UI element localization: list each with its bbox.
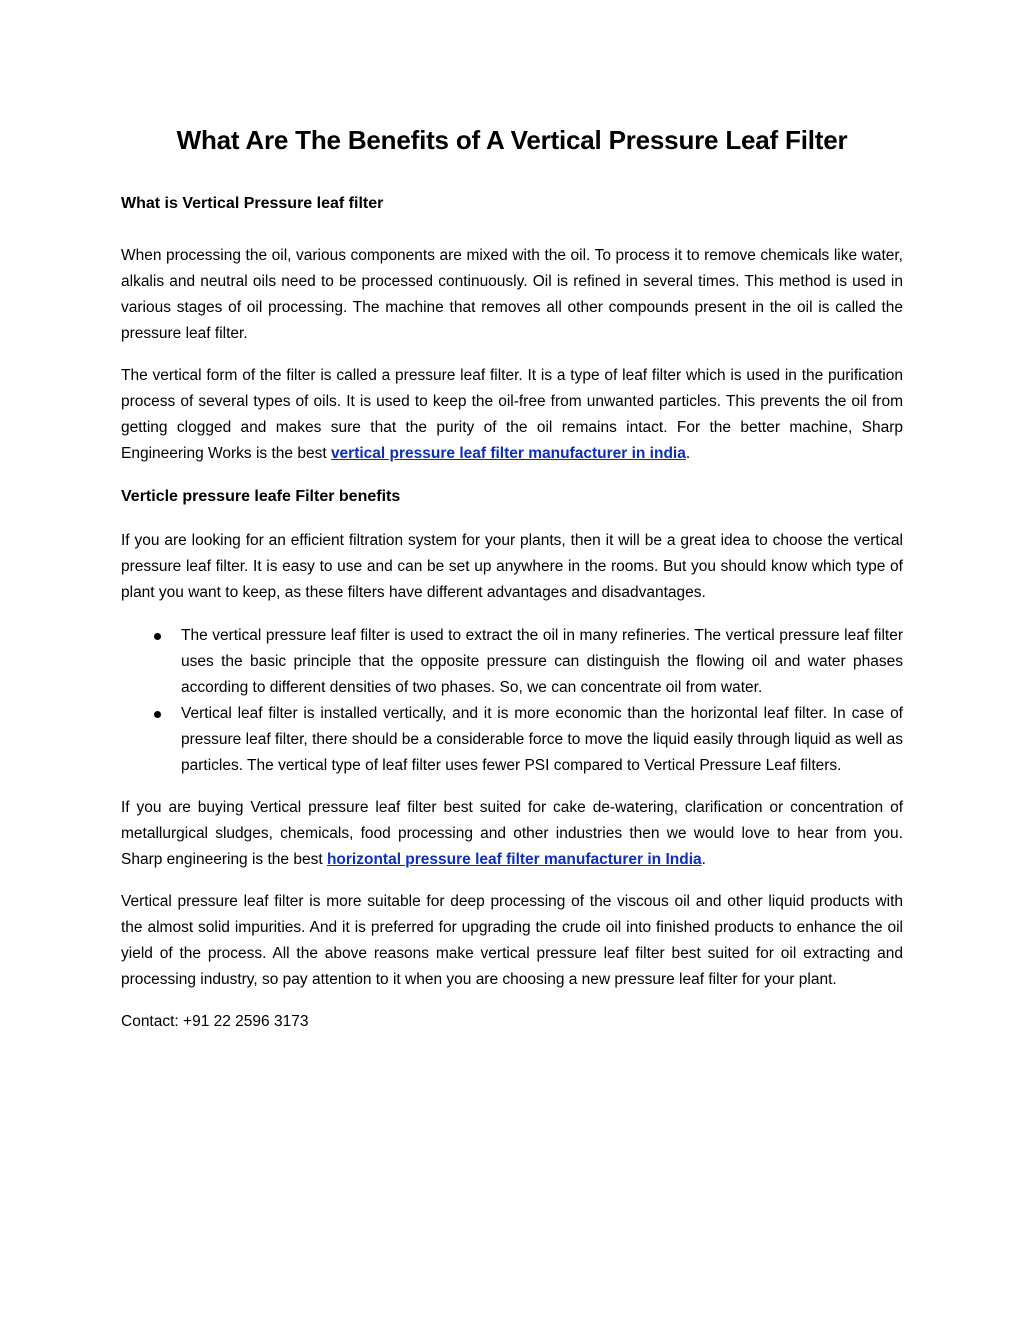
list-item (121, 701, 903, 779)
bullet-icon (154, 711, 161, 718)
horizontal-filter-manufacturer-link[interactable]: horizontal pressure leaf filter manufacturer in India (326, 851, 702, 868)
section-heading-what-is: What is Vertical Pressure leaf filter (121, 195, 384, 212)
paragraph-text-end: . (685, 445, 691, 462)
bullet-icon (154, 633, 161, 640)
list-item-text: Vertical leaf filter is installed vertically, and it is more economic than the horizontal leaf filter. In case of pressure leaf filter, there should be a considerable force to move the liquid easily through liquid as well as particles. The vertical type of leaf filter uses fewer PSI compared to Vertical Pressure Leaf filters. (181, 705, 903, 774)
contact-info: Contact: +91 22 2596 3173 (121, 1013, 309, 1030)
section-heading-benefits: Verticle pressure leafe Filter benefits (121, 488, 401, 505)
list-item-text: The vertical pressure leaf filter is used to extract the oil in many refineries. The vertical pressure leaf filter uses the basic principle that the opposite pressure can distinguish the flowing oil and water phases according to different densities of two phases. So, we can concentrate oil from water. (181, 627, 903, 696)
paragraph-text-end: . (701, 851, 706, 868)
vertical-filter-manufacturer-link[interactable]: vertical pressure leaf filter manufacturer in india (330, 445, 686, 462)
benefits-list (121, 623, 903, 779)
paragraph-text: If you are buying Vertical pressure leaf filter best suited for cake de-watering, clarification or concentration of metallurgical sludges, chemicals, food processing and other industries then we would love to hear from you. Sharp engineering is the best (121, 799, 903, 868)
paragraph-intro: When processing the oil, various components are mixed with the oil. To process it to remove chemicals like water, alkalis and neutral oils need to be processed continuously. Oil is refined in several times. This method is used in various stages of oil processing. The machine that removes all other compounds present in the oil is called the pressure leaf filter. (121, 247, 903, 342)
page-title: What Are The Benefits of A Vertical Pressure Leaf Filter (176, 125, 848, 155)
paragraph-text: The vertical form of the filter is called a pressure leaf filter. It is a type of leaf filter which is used in the purification process of several types of oils. It is used to keep the oil-free from unwanted particles. This prevents the oil from getting clogged and makes sure that the purity of the oil remains intact. For the better machine, Sharp Engineering Works is the best (121, 367, 903, 462)
list-item (121, 623, 903, 701)
document-page (121, 0, 903, 1035)
paragraph-vertical-form (121, 363, 903, 467)
paragraph-viscous-oil: Vertical pressure leaf filter is more suitable for deep processing of the viscous oil and other liquid products with the almost solid impurities. And it is preferred for upgrading the crude oil into finished products to enhance the oil yield of the process. All the above reasons make vertical pressure leaf filter best suited for oil extracting and processing industry, so pay attention to it when you are choosing a new pressure leaf filter for your plant. (121, 893, 903, 988)
paragraph-efficient-filtration: If you are looking for an efficient filtration system for your plants, then it will be a great idea to choose the vertical pressure leaf filter. It is easy to use and can be set up anywhere in the rooms. But you should know which type of plant you want to keep, as these filters have different advantages and disadvantages. (121, 532, 903, 601)
paragraph-buying (121, 795, 903, 873)
